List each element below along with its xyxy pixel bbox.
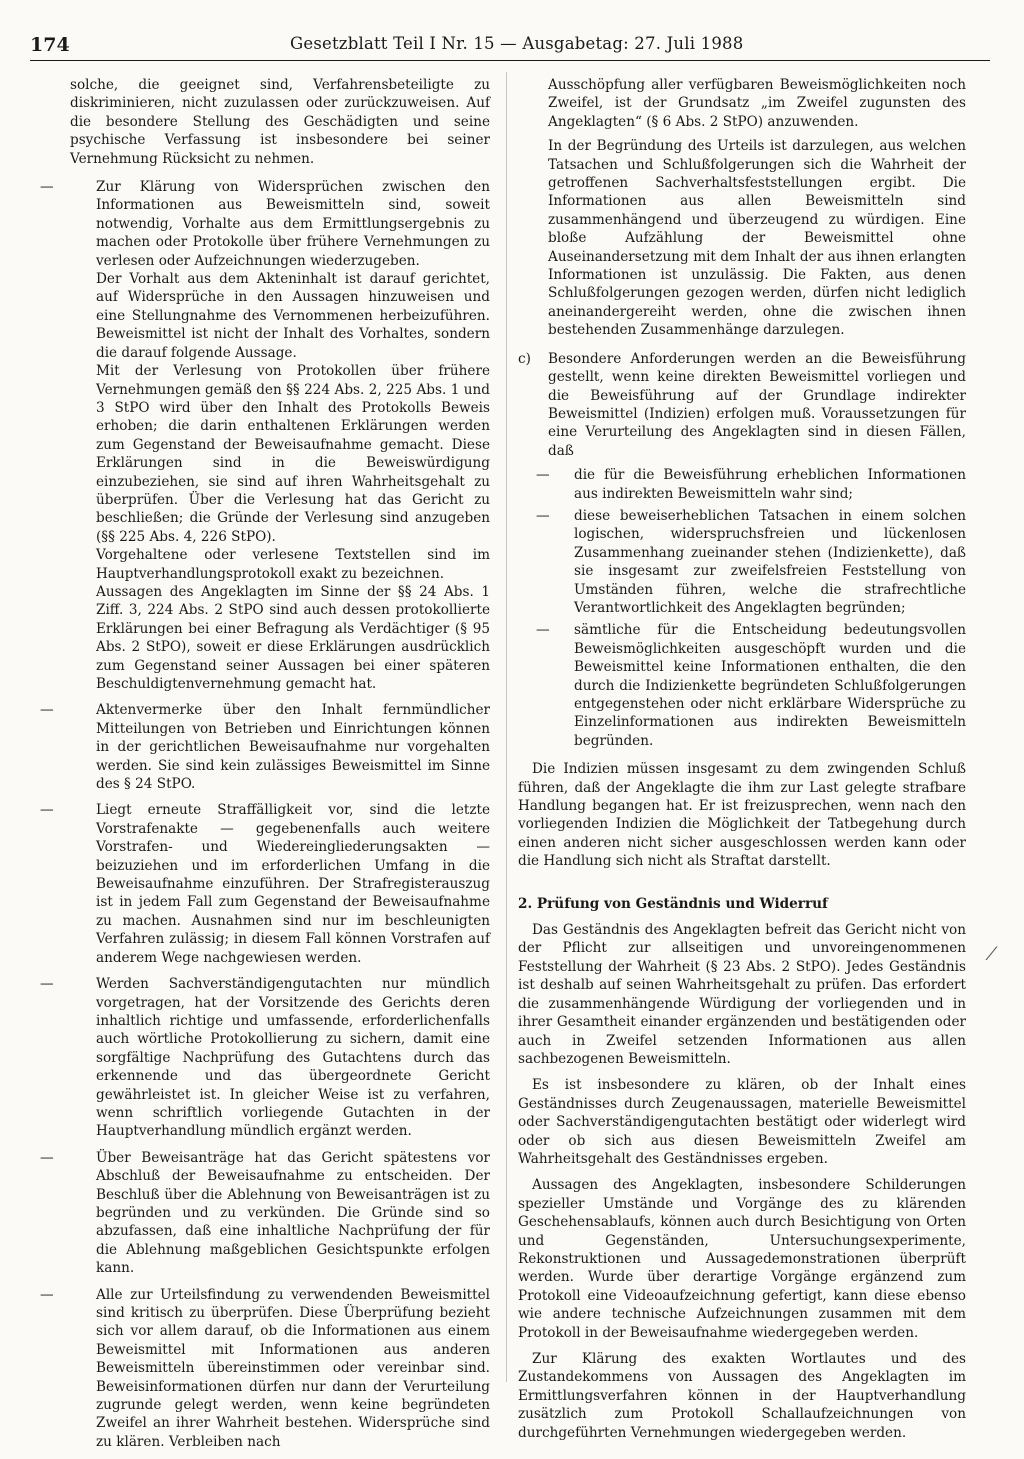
- list-item: [40, 178, 490, 693]
- list-item: [40, 1286, 490, 1452]
- list-item-c: [518, 350, 966, 460]
- list-item: [40, 1149, 490, 1278]
- paragraph-text: die für die Beweisführung erheblichen Informationen aus indirekten Beweismitteln wahr sind;: [574, 467, 966, 502]
- paragraph-text: Das Geständnis des Angeklagten befreit das Gericht nicht von der Pflicht zur allseitigen und unvoreingenommenen Feststellung der Wahrheit (§ 23 Abs. 2 StPO). Jedes Geständnis ist deshalb auf seinen Wahrheitsgehalt zu prüfen. Das erfordert die zusammenhängende Würdigung der vorliegenden und in ihrer Gesamtheit einander ergänzenden und bestätigenden oder auch in Zweifel setzenden Informationen aus allen sachbezogenen Beweismitteln.: [518, 922, 966, 1067]
- paragraph-text: Die Indizien müssen insgesamt zu dem zwingenden Schluß führen, daß der Angeklagte die ihm zur Last gelegte strafbare Handlung begangen hat. Er ist freizusprechen, wenn nach den vorliegenden Indizien die Möglichkeit der Tatbegehung durch einen anderen nicht sicher ausgeschlossen werden kann oder die Handlung sich nicht als Straftat darstellt.: [518, 761, 966, 870]
- column-divider: [506, 72, 507, 1382]
- paragraph-text: Es ist insbesondere zu klären, ob der Inhalt eines Geständnisses durch Zeugenaussagen, materielle Beweismittel oder Sachverständigengutachten bestätigt oder widerlegt wird oder ob sich aus diesen Beweismitteln Zweifel am Wahrheitsgehalt des Geständnisses ergeben.: [518, 1077, 966, 1167]
- paragraph-text: Werden Sachverständigengutachten nur mündlich vorgetragen, hat der Vorsitzende des Gerichts deren inhaltlich richtige und umfassende, erforderlichenfalls auch wörtliche Protokollierung zu sichern, damit eine sorgfältige Nachprüfung des Gutachtens durch das erkennende und das übergeordnete Gericht gewährleistet ist. In gleicher Weise ist zu verfahren, wenn schriftlich vorliegende Gutachten in der Hauptverhandlung mündlich ergänzt werden.: [96, 976, 490, 1140]
- dash-bullet: —: [536, 507, 550, 524]
- dash-bullet: —: [40, 179, 54, 196]
- continued-paragraph: [518, 76, 966, 340]
- page-header: [30, 34, 990, 61]
- page-number: 174: [30, 34, 70, 56]
- list-item: [40, 701, 490, 793]
- section-heading: 2. Prüfung von Geständnis und Widerruf: [518, 895, 828, 912]
- paragraph-text: Aktenvermerke über den Inhalt fernmündlicher Mitteilungen von Betrieben und Einrichtungen können in der gerichtlichen Beweisaufnahme nur vorgehalten werden. Sie sind kein zulässiges Beweismittel im Sinne des § 24 StPO.: [96, 702, 490, 793]
- dash-bullet: —: [536, 622, 550, 639]
- paragraph-text: Aussagen des Angeklagten im Sinne der §§ 24 Abs. 1 Ziff. 3, 224 Abs. 2 StPO sind auch dessen protokollierte Erklärungen bei einer Befragung als Verdächtiger (§ 95 Abs. 2 StPO), soweit er diese Erklärungen ausdrücklich zum Gegenstand seiner Aussagen bei einer späteren Beschuldigtenvernehmung gemacht hat.: [96, 583, 490, 692]
- paragraph-text: Mit der Verlesung von Protokollen über frühere Vernehmungen gemäß den §§ 224 Abs. 2, 225 Abs. 1 und 3 StPO wird über den Inhalt des Protokolls Beweis erhoben; die darin enthaltenen Erklärungen werden zum Gegenstand der Beweisaufnahme gemacht. Diese Erklärungen sind in die Beweiswürdigung einzubeziehen, sie sind auf ihren Wahrheitsgehalt zu überprüfen. Über die Verlesung hat das Gericht zu beschließen; die Gründe der Verlesung sind anzugeben (§§ 225 Abs. 4, 226 StPO).: [96, 363, 490, 545]
- paragraph-text: Der Vorhalt aus dem Akteninhalt ist darauf gerichtet, auf Widersprüche in den Aussagen hinzuweisen und eine Stellungnahme des Vernommenen herbeizuführen. Beweismittel ist nicht der Inhalt des Vorhaltes, sondern die darauf folgende Aussage.: [96, 271, 490, 361]
- paragraph-text: Besondere Anforderungen werden an die Beweisführung gestellt, wenn keine direkten Beweismittel vorliegen und die Beweisführung auf der Grundlage indirekter Beweismittel (Indizien) erfolgen muß. Voraussetzungen für eine Verurteilung des Angeklagten sind in diesen Fällen, daß: [548, 350, 966, 459]
- paragraph-text: diese beweiserheblichen Tatsachen in einem solchen logischen, widerspruchsfreien und lückenlosen Zusammenhang zueinander stehen (Indizienkette), daß sie insgesamt zur zweifelsfreien Feststellung von Umständen führen, welche die strafrechtliche Verantwortlichkeit des Angeklagten begründen;: [574, 507, 966, 616]
- paragraph-text: Liegt erneute Straffälligkeit vor, sind die letzte Vorstrafenakte — gegebenenfalls auch weitere Vorstrafen- und Wiedereingliederungsakten — beizuziehen und im erforderlichen Umfang in die Beweisaufnahme einzuführen. Der Strafregisterauszug ist in jedem Fall zum Gegenstand der Beweisaufnahme zu machen. Ausnahmen sind nur im beschleunigten Verfahren zulässig; in diesem Fall können Vorstrafen auf anderem Wege nachgewiesen werden.: [96, 802, 490, 966]
- paragraph-text: Ausschöpfung aller verfügbaren Beweismöglichkeiten noch Zweifel, ist der Grundsatz „im Zweifel zugunsten des Angeklagten“ (§ 6 Abs. 2 StPO) anzuwenden.: [548, 77, 966, 130]
- list-item: [40, 975, 490, 1141]
- item-label: c): [518, 350, 531, 367]
- paragraph-text: sämtliche für die Entscheidung bedeutungsvollen Beweismöglichkeiten ausgeschöpft wurden und die Beweismittel keine Informationen enthalten, die den durch die Indizienkette begründeten Schlußfolgerungen entgegenstehen oder nicht erklärbare Widersprüche zu Einzelinformationen aus indirekten Beweismitteln begründen.: [574, 622, 966, 749]
- dash-bullet: —: [40, 1286, 54, 1303]
- paragraph-text: Vorgehaltene oder verlesene Textstellen sind im Hauptverhandlungsprotokoll exakt zu bezeichnen.: [96, 547, 490, 582]
- paragraph-text: In der Begründung des Urteils ist darzulegen, aus welchen Tatsachen und Schlußfolgerungen sich die Wahrheit der getroffenen Sachverhaltsfeststellungen ergibt. Die Informationen aus allen Beweismitteln sind zusammenhängend und überzeugend zu würdigen. Eine bloße Aufzählung der Beweismittel ohne Auseinandersetzung mit dem Inhalt der aus ihnen erlangten Informationen ist unzulässig. Die Fakten, aus denen Schlußfolgerungen gezogen werden, dürfen nicht lediglich aneinandergereiht werden, ohne die zwischen ihnen bestehenden Zusammenhänge darzulegen.: [548, 138, 966, 339]
- continued-paragraph: [40, 76, 490, 168]
- dash-bullet: —: [536, 467, 550, 484]
- paragraph-text: Zur Klärung von Widersprüchen zwischen den Informationen aus Beweismitteln sind, soweit notwendig, Vorhalte aus dem Ermittlungsergebnis zu machen oder Protokolle über frühere Vernehmungen zu verlesen oder Aufzeichnungen wiederzugeben.: [96, 179, 490, 269]
- list-item: [518, 466, 966, 503]
- paragraph-text: Aussagen des Angeklagten, insbesondere Schilderungen spezieller Umstände und Vorgänge des zu klärenden Geschehensablaufs, können auch durch Besichtigung von Orten und Gegenständen, Untersuchungsexperimente, Rekonstruktionen und Aussagedemonstrationen überprüft werden. Wurde über derartige Vorgänge ergänzend zum Protokoll eine Videoaufzeichnung gefertigt, kann diese ebenso wie andere technische Aufzeichnungen zusammen mit dem Protokoll in der Beweisaufnahme wiedergegeben werden.: [518, 1177, 966, 1341]
- dash-bullet: —: [40, 702, 54, 719]
- paragraph-text: Über Beweisanträge hat das Gericht spätestens vor Abschluß der Beweisaufnahme zu entscheiden. Der Beschluß über die Ablehnung von Beweisanträgen ist zu begründen und zu verkünden. Die Gründe sind so abzufassen, daß eine inhaltliche Nachprüfung der für die Ablehnung maßgeblichen Gesichtspunkte erfolgen kann.: [96, 1149, 490, 1277]
- gazette-title: Gesetzblatt Teil I Nr. 15 — Ausgabetag: 27. Juli 1988: [290, 34, 744, 53]
- paragraph-text: solche, die geeignet sind, Verfahrensbeteiligte zu diskriminieren, nicht zuzulassen oder zurückzuweisen. Auf die besondere Stellung des Geschädigten und seine psychische Verfassung ist insbesondere bei seiner Vernehmung Rücksicht zu nehmen.: [70, 77, 490, 167]
- dash-bullet: —: [40, 802, 54, 819]
- paragraph-text: Zur Klärung des exakten Wortlautes und des Zustandekommens von Aussagen des Angeklagten im Ermittlungsverfahren können in der Hauptverhandlung zusätzlich zum Protokoll Schallaufzeichnungen von durchgeführten Vernehmungen wiedergegeben werden.: [518, 1351, 966, 1441]
- dash-bullet: —: [40, 1149, 54, 1166]
- right-column: [518, 76, 966, 1450]
- left-column: [40, 76, 490, 1459]
- pencil-mark-icon: ⁄: [990, 944, 994, 965]
- list-item: [518, 621, 966, 750]
- list-item: [518, 507, 966, 617]
- list-item: [40, 801, 490, 967]
- paragraph-text: Alle zur Urteilsfindung zu verwendenden Beweismittel sind kritisch zu überprüfen. Diese Überprüfung bezieht sich vor allem darauf, ob die Informationen aus einem Beweismittel mit Informationen aus anderen Beweismitteln übereinstimmen oder vereinbar sind. Beweisinformationen dürfen nur dann der Verurteilung zugrunde gelegt werden, wenn keine begründeten Zweifel an ihrer Wahrheit bestehen. Widersprüche sind zu klären. Verbleiben nach: [96, 1286, 490, 1450]
- dash-bullet: —: [40, 976, 54, 993]
